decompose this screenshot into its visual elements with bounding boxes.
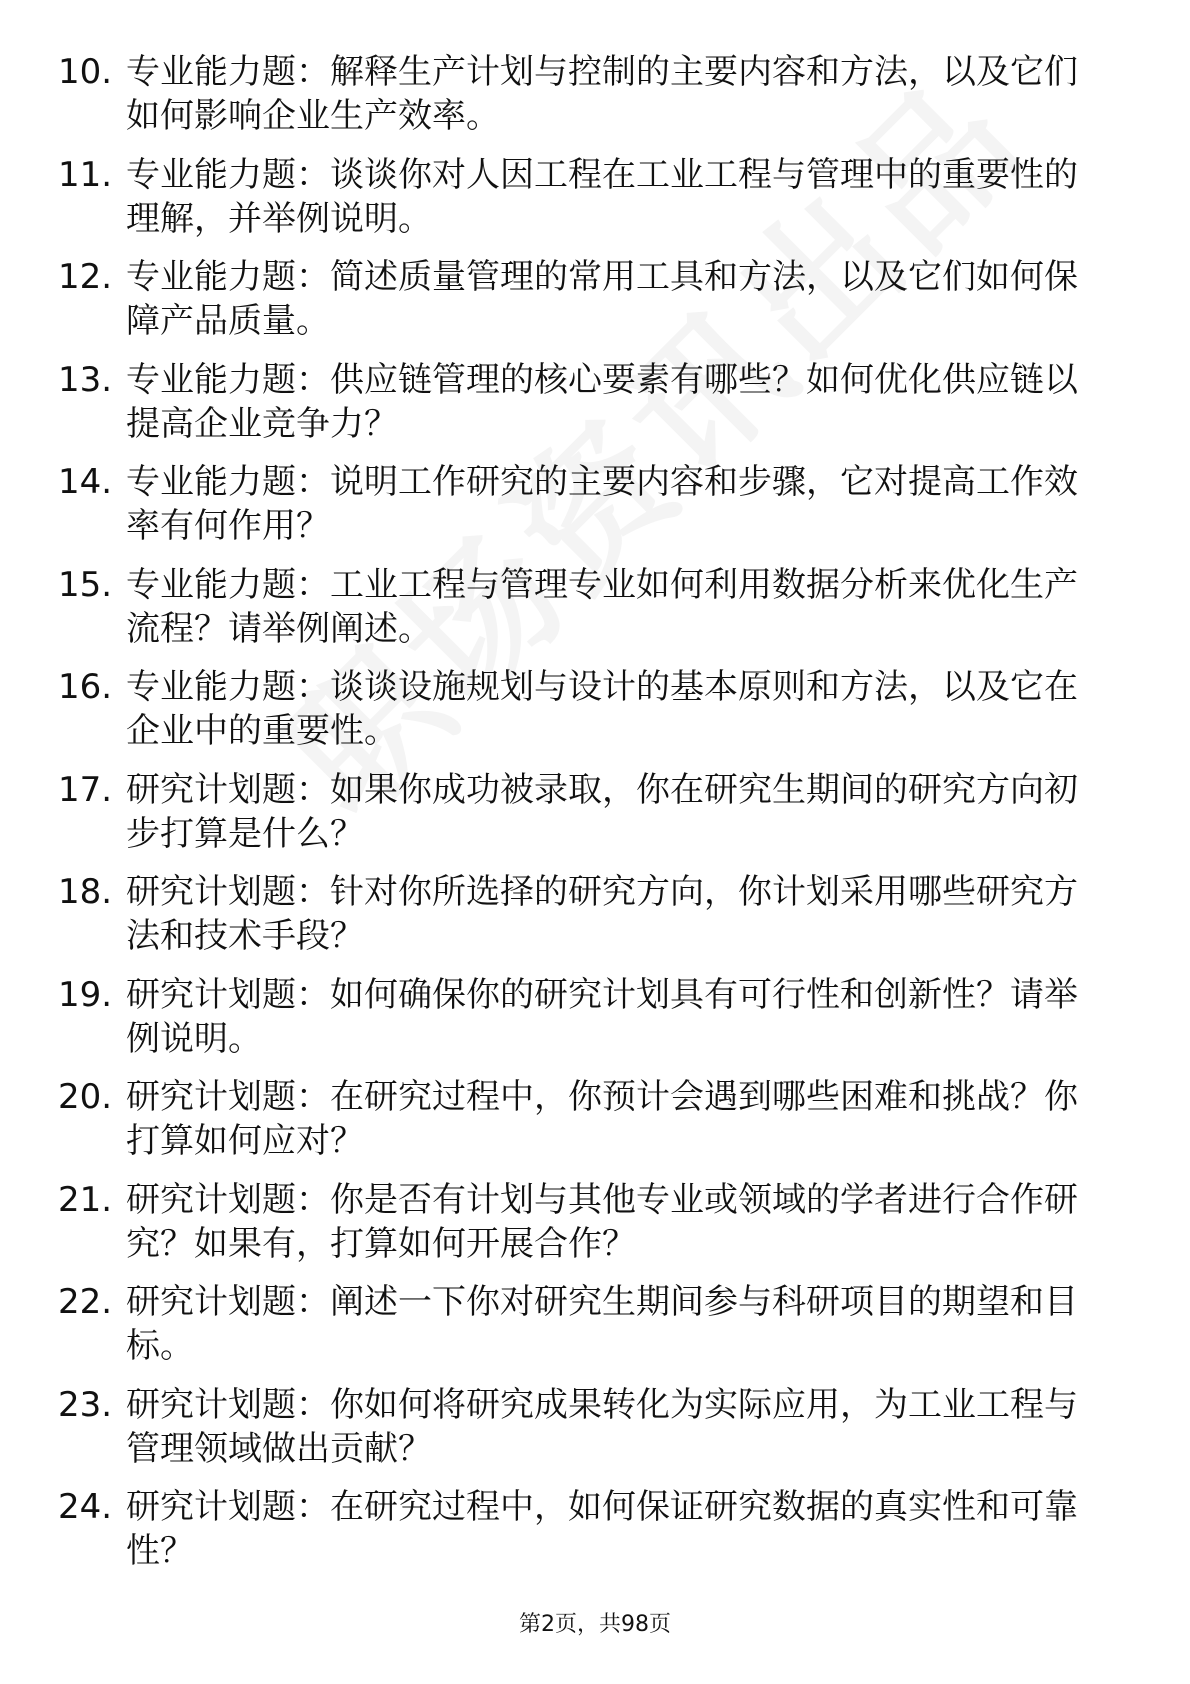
question-text: 研究计划题：你如何将研究成果转化为实际应用，为工业工程与管理领域做出贡献？ — [126, 1384, 1078, 1469]
question-text: 研究计划题：阐述一下你对研究生期间参与科研项目的期望和目标。 — [126, 1282, 1078, 1366]
question-number: 14. — [58, 462, 113, 502]
question-text: 专业能力题：解释生产计划与控制的主要内容和方法，以及它们如何影响企业生产效率。 — [126, 52, 1078, 136]
question-number: 10. — [58, 52, 113, 92]
question-text: 研究计划题：在研究过程中，如何保证研究数据的真实性和可靠性？ — [126, 1487, 1078, 1571]
question-text: 专业能力题：工业工程与管理专业如何利用数据分析来优化生产流程？请举例阐述。 — [126, 564, 1078, 649]
question-number: 20. — [58, 1077, 113, 1117]
question-item — [58, 563, 1108, 666]
question-text: 研究计划题：如何确保你的研究计划具有可行性和创新性？请举例说明。 — [126, 974, 1078, 1059]
question-text: 专业能力题：说明工作研究的主要内容和步骤，它对提高工作效率有何作用？ — [126, 462, 1078, 546]
question-item — [58, 153, 1108, 256]
question-item — [58, 358, 1108, 461]
page-footer: 第2页，共98页 — [519, 1612, 671, 1637]
question-text: 研究计划题：针对你所选择的研究方向，你计划采用哪些研究方法和技术手段？ — [126, 872, 1078, 956]
question-item — [58, 768, 1108, 871]
question-number: 11. — [58, 154, 113, 195]
question-text: 研究计划题：在研究过程中，你预计会遇到哪些困难和挑战？你打算如何应对？ — [126, 1077, 1078, 1161]
question-item — [58, 1178, 1108, 1281]
question-number: 16. — [58, 667, 113, 707]
question-item — [58, 1383, 1108, 1486]
question-list — [58, 50, 1108, 1588]
question-item — [58, 1075, 1108, 1178]
question-number: 18. — [58, 872, 113, 912]
question-item — [58, 255, 1108, 358]
question-number: 21. — [58, 1179, 113, 1220]
question-item — [58, 460, 1108, 563]
question-item — [58, 665, 1108, 768]
question-text: 专业能力题：简述质量管理的常用工具和方法，以及它们如何保障产品质量。 — [126, 257, 1078, 341]
question-number: 19. — [58, 974, 113, 1015]
question-number: 24. — [58, 1487, 113, 1527]
question-number: 22. — [58, 1282, 113, 1322]
question-number: 12. — [58, 257, 113, 297]
question-item — [58, 1485, 1108, 1588]
question-number: 13. — [58, 359, 113, 400]
question-item — [58, 50, 1108, 153]
question-text: 专业能力题：谈谈你对人因工程在工业工程与管理中的重要性的理解，并举例说明。 — [126, 154, 1078, 239]
question-number: 23. — [58, 1384, 113, 1425]
question-number: 15. — [58, 564, 113, 605]
question-text: 专业能力题：谈谈设施规划与设计的基本原则和方法，以及它在企业中的重要性。 — [126, 667, 1078, 751]
question-item — [58, 973, 1108, 1076]
question-number: 17. — [58, 769, 113, 810]
question-item — [58, 1280, 1108, 1383]
question-item — [58, 870, 1108, 973]
question-text: 专业能力题：供应链管理的核心要素有哪些？如何优化供应链以提高企业竞争力？ — [126, 359, 1078, 444]
question-text: 研究计划题：你是否有计划与其他专业或领域的学者进行合作研究？如果有，打算如何开展合作？ — [126, 1179, 1078, 1264]
question-text: 研究计划题：如果你成功被录取，你在研究生期间的研究方向初步打算是什么？ — [126, 769, 1078, 854]
